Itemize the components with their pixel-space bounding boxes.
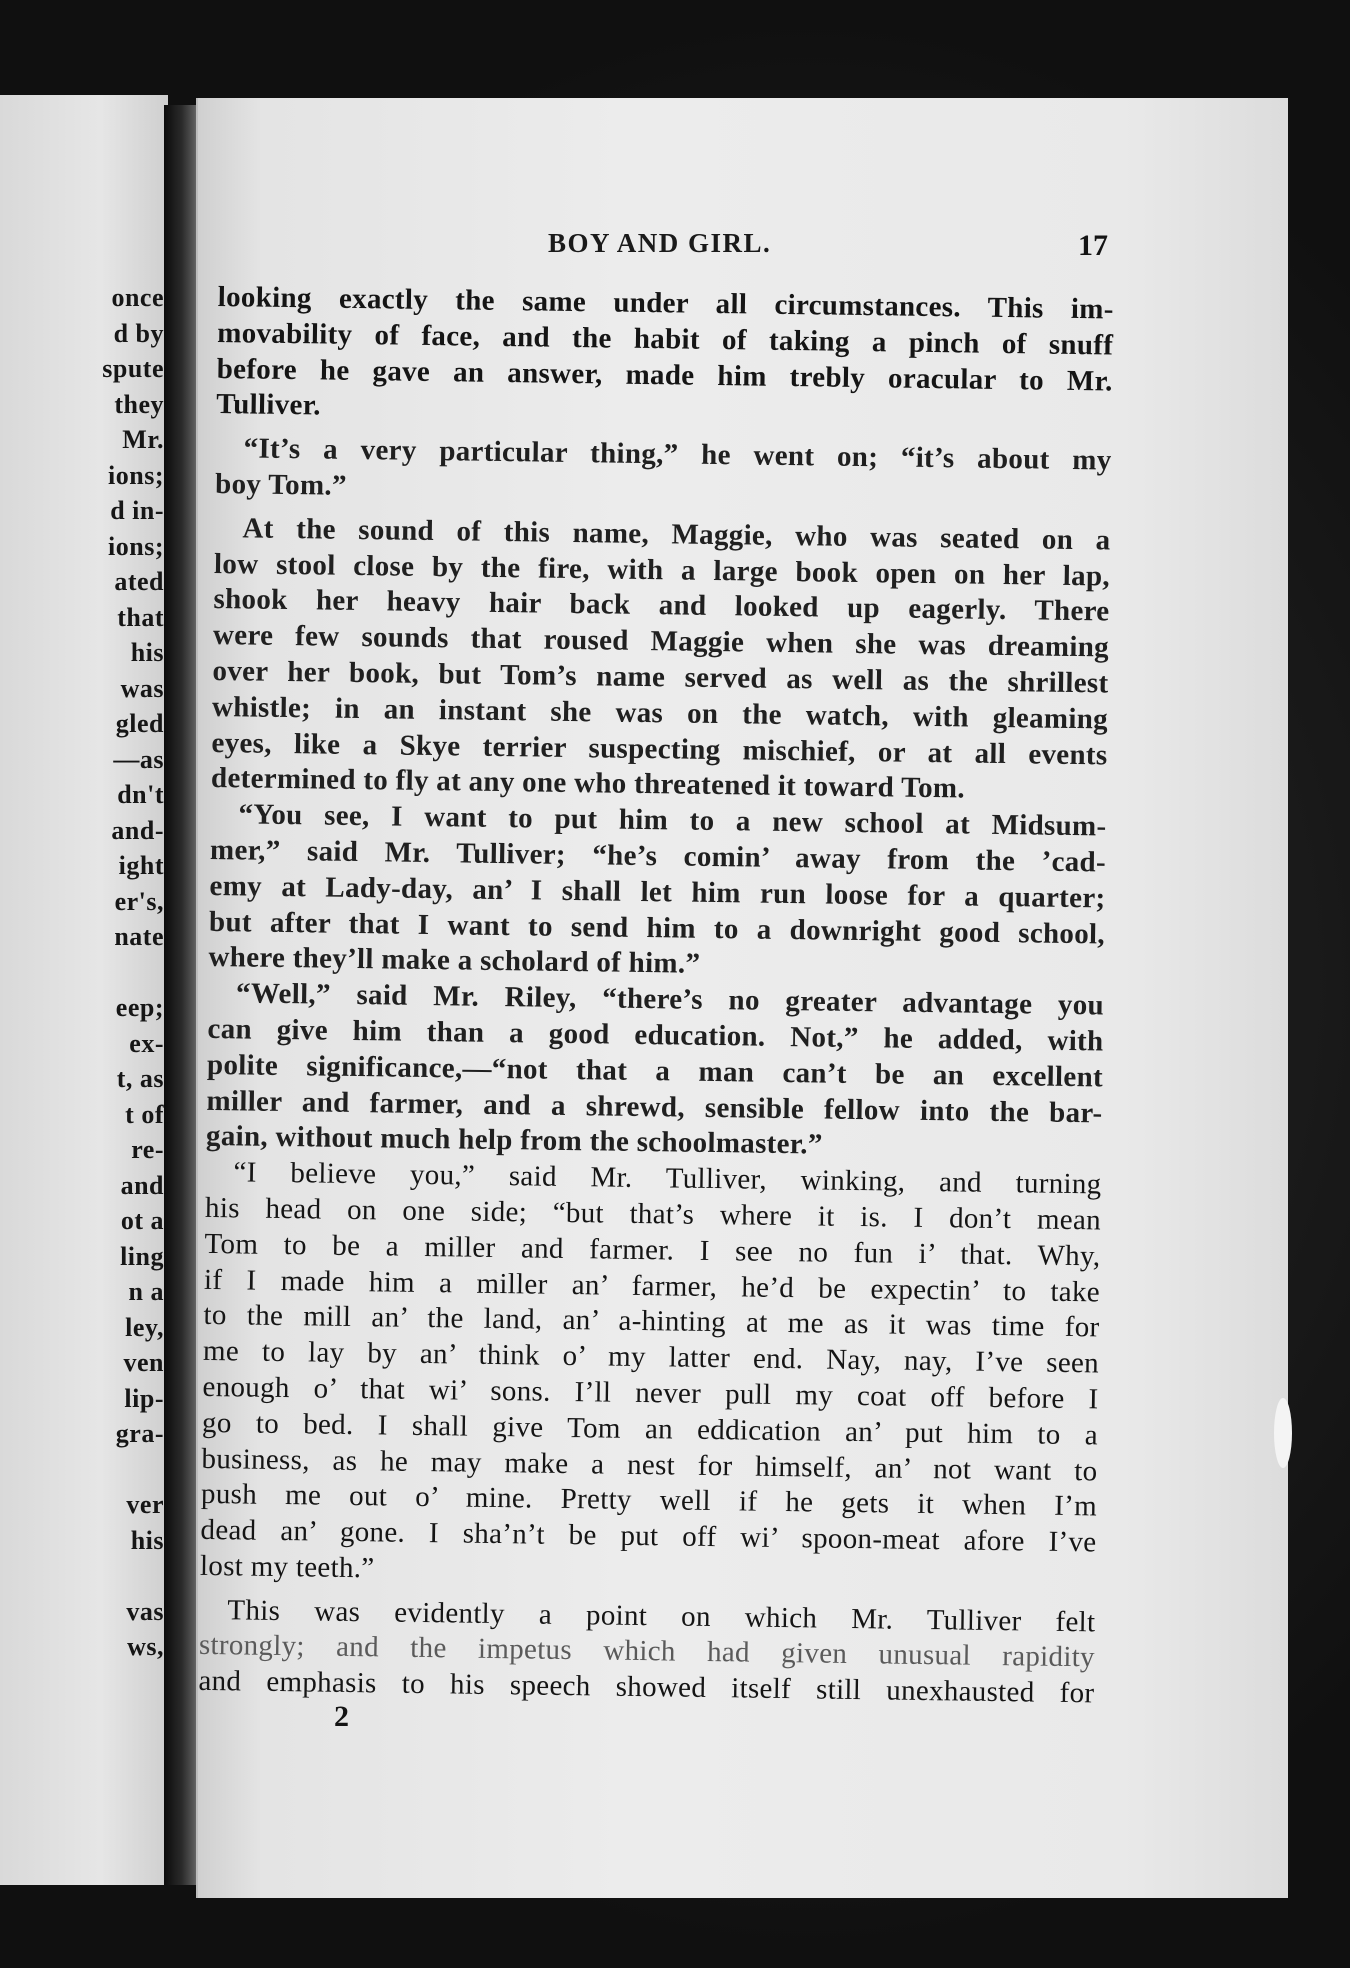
- left-line-fragment: ight: [118, 851, 164, 880]
- left-line-fragment: nate: [114, 922, 164, 951]
- left-line-fragment: er's,: [114, 886, 164, 916]
- left-line-fragment: ot a: [120, 1206, 164, 1235]
- text-line: mer,” said Mr. Tulliver; “he’s comin’ away from the ’cad-: [209, 833, 1107, 879]
- text-line: me to lay by an’ think o’ my latter end. Nay, nay, I’ve seen: [202, 1335, 1100, 1380]
- left-line-fragment: that: [117, 602, 164, 632]
- left-line-fragment: ling: [120, 1241, 164, 1271]
- left-line-fragment: t of: [125, 1099, 164, 1129]
- left-line-fragment: n a: [128, 1277, 164, 1306]
- left-line-fragment: [0, 1558, 164, 1594]
- text-line: “I believe you,” said Mr. Tulliver, winking, and turning: [233, 1156, 1102, 1201]
- text-line: Tulliver.: [216, 388, 321, 422]
- body-text: [198, 280, 1114, 1712]
- left-line-fragment: re-: [131, 1135, 164, 1164]
- text-line: determined to fly at any one who threatened it toward Tom.: [210, 762, 966, 805]
- text-line: “Well,” said Mr. Riley, “there’s no greater advantage you: [235, 977, 1105, 1022]
- text-line: to the mill an’ the land, an’ a-hinting at me as it was time for: [203, 1299, 1100, 1344]
- left-line-fragment: d in-: [110, 496, 164, 525]
- left-line-fragment: d by: [113, 318, 164, 348]
- left-line-fragment: —as: [113, 744, 164, 774]
- text-line: push me out o’ mine. Pretty well if he gets it when I’m: [200, 1478, 1098, 1523]
- text-line: At the sound of this name, Maggie, who was seated on a: [242, 512, 1111, 557]
- left-line-fragment: spute: [102, 354, 164, 383]
- left-line-fragment: dn't: [117, 780, 164, 809]
- text-line: go to bed. I shall give Tom an eddication an’ put him to a: [201, 1406, 1099, 1452]
- left-line-fragment: ven: [123, 1348, 164, 1377]
- left-line-fragment: t, as: [116, 1064, 164, 1093]
- left-line-fragment: they: [114, 389, 164, 419]
- text-line: over her book, but Tom’s name served as well as the shrillest: [212, 654, 1109, 700]
- left-line-fragment: and-: [111, 815, 164, 845]
- left-line-fragment: ex-: [129, 1028, 164, 1058]
- left-line-fragment: ated: [114, 567, 164, 596]
- page-edge-highlight: [1274, 1398, 1292, 1468]
- text-line: strongly; and the impetus which had given unusual rapidity: [198, 1629, 1096, 1674]
- text-line: whistle; in an instant she was on the watch, with gleaming: [211, 690, 1109, 736]
- text-line: shook her heavy hair back and looked up eagerly. There: [213, 583, 1110, 628]
- running-head: BOY AND GIRL.: [548, 228, 772, 258]
- text-line: This was evidently a point on which Mr. Tulliver felt: [227, 1593, 1096, 1639]
- text-line: were few sounds that roused Maggie when she was dreaming: [212, 619, 1110, 664]
- text-line: gain, without much help from the schoolmaster.”: [205, 1120, 823, 1161]
- left-line-fragment: was: [120, 673, 164, 703]
- text-line: “You see, I want to put him to a new school at Midsum-: [238, 798, 1107, 843]
- text-line: “It’s a very particular thing,” he went on; “it’s about my: [243, 432, 1112, 477]
- left-line-fragment: ions;: [108, 531, 164, 561]
- text-line: where they’ll make a scholard of him.”: [208, 941, 701, 981]
- text-line: and emphasis to his speech showed itself still unexhausted for: [198, 1665, 1095, 1710]
- text-line: can give him than a good education. Not,” he added, with: [207, 1012, 1104, 1058]
- text-line: enough o’ that wi’ sons. I’ll never pull my coat off before I: [202, 1370, 1099, 1416]
- text-line: low stool close by the fire, with a large book open on her lap,: [213, 547, 1111, 593]
- left-line-fragment: vas: [126, 1596, 164, 1626]
- left-line-fragment: [0, 955, 164, 991]
- left-line-fragment: ley,: [125, 1312, 164, 1342]
- text-line: business, as he may make a nest for himself, an’ not want to: [201, 1442, 1098, 1487]
- text-line: polite significance,—“not that a man can’t be an excellent: [206, 1048, 1104, 1094]
- text-line: if I made him a miller an’ farmer, he’d be expectin’ to take: [203, 1263, 1101, 1308]
- left-facing-page: [0, 95, 168, 1885]
- left-line-fragment: his: [130, 638, 164, 667]
- left-line-fragment: and: [120, 1170, 164, 1200]
- text-line: dead an’ gone. I sha’n’t be put off wi’ spoon-meat afore I’ve: [200, 1513, 1097, 1559]
- page-number: 17: [1078, 229, 1108, 262]
- left-line-fragment: ions;: [108, 460, 164, 490]
- signature-mark: 2: [334, 1700, 349, 1733]
- left-page-text: [0, 280, 164, 1665]
- text-line: emy at Lady-day, an’ I shall let him run loose for a quarter;: [209, 869, 1106, 915]
- text-line: lost my teeth.”: [199, 1549, 375, 1585]
- text-line: movability of face, and the habit of taking a pinch of snuff: [217, 316, 1114, 362]
- left-line-fragment: lip-: [124, 1383, 164, 1413]
- left-line-fragment: ver: [126, 1490, 164, 1519]
- left-line-fragment: his: [130, 1525, 164, 1555]
- left-line-fragment: [0, 1452, 164, 1488]
- left-line-fragment: ws,: [127, 1632, 164, 1661]
- text-line: miller and farmer, and a shrewd, sensible fellow into the bar-: [206, 1084, 1103, 1129]
- text-line: before he gave an answer, made him trebly oracular to Mr.: [216, 352, 1113, 398]
- text-line: eyes, like a Skye terrier suspecting mischief, or at all events: [211, 726, 1108, 772]
- left-line-fragment: eep;: [115, 993, 164, 1022]
- left-line-fragment: gra-: [115, 1419, 164, 1448]
- text-line: but after that I want to send him to a downright good school,: [208, 905, 1106, 950]
- text-line: Tom to be a miller and farmer. I see no fun i’ that. Why,: [204, 1227, 1101, 1273]
- text-line: his head on one side; “but that’s where it is. I don’t mean: [204, 1191, 1102, 1237]
- text-line: boy Tom.”: [214, 467, 348, 502]
- left-line-fragment: gled: [115, 709, 164, 738]
- left-line-fragment: once: [111, 283, 164, 312]
- text-line: looking exactly the same under all circumstances. This im-: [217, 280, 1114, 326]
- left-line-fragment: Mr.: [122, 425, 164, 454]
